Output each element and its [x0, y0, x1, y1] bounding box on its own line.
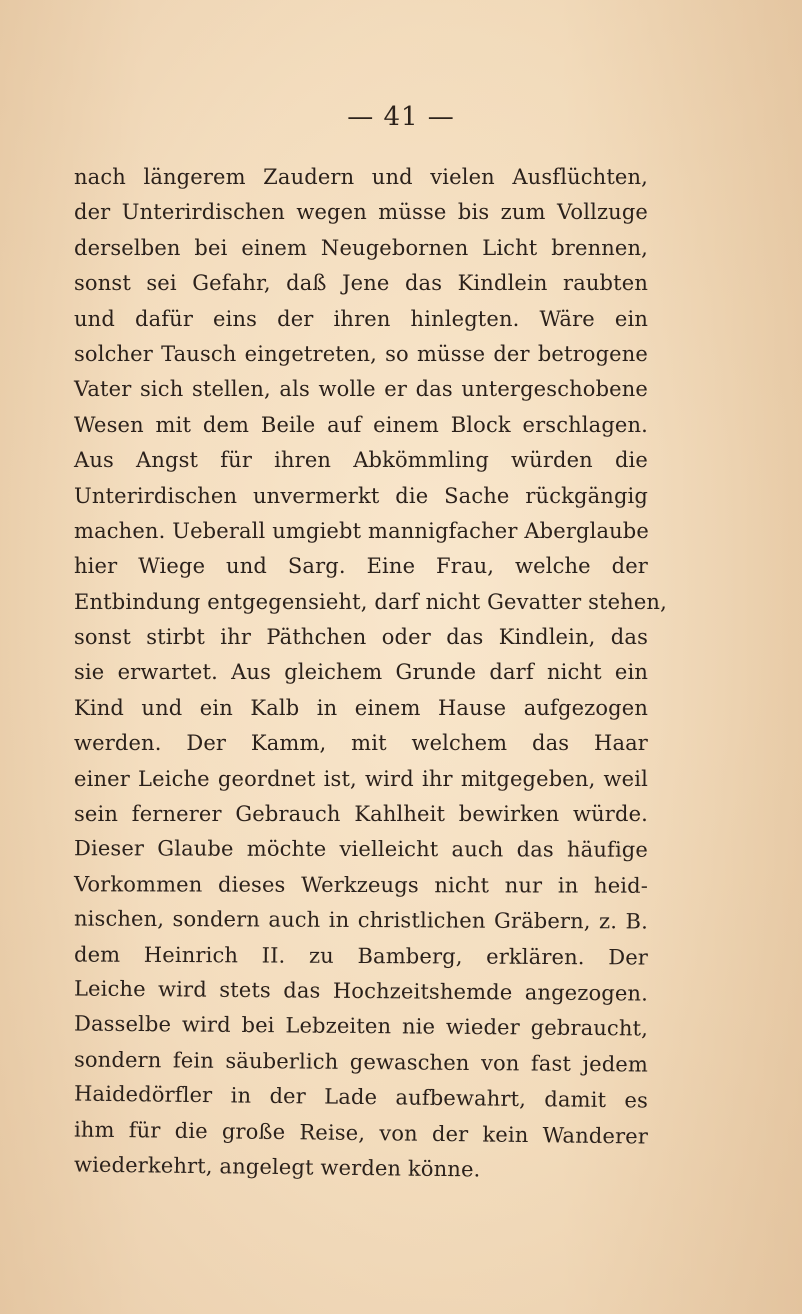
text-line: der Unterirdischen wegen müsse bis zum Vollzuge	[74, 200, 648, 225]
text-line: sein fernerer Gebrauch Kahlheit bewirken würde.	[74, 802, 648, 827]
text-line: sonst stirbt ihr Päthchen oder das Kindlein, das	[74, 625, 648, 650]
text-line: Leiche wird stets das Hochzeitshemde angezogen.	[73, 976, 649, 1006]
text-line: Vorkommen dieses Werkzeugs nicht nur in heid-	[73, 872, 649, 898]
text-line: Entbindung entgegensieht, darf nicht Gevatter stehen,	[74, 589, 667, 614]
text-line: sonst sei Gefahr, daß Jene das Kindlein raubten	[74, 271, 648, 296]
text-line: sie erwartet. Aus gleichem Grunde darf nicht ein	[74, 660, 648, 685]
text-line: wiederkehrt, angelegt werden könne.	[73, 1152, 481, 1182]
text-line: Wesen mit dem Beile auf einem Block erschlagen.	[74, 412, 648, 437]
text-line: derselben bei einem Neugebornen Licht brennen,	[74, 235, 648, 260]
text-line: Unterirdischen unvermerkt die Sache rückgängig	[74, 483, 648, 508]
text-line: machen. Ueberall umgiebt mannigfacher Aberglaube	[74, 518, 649, 543]
text-line: ihm für die große Reise, von der kein Wanderer	[73, 1117, 649, 1149]
text-line: dem Heinrich II. zu Bamberg, erklären. Der	[73, 942, 649, 970]
text-line: Kind und ein Kalb in einem Hause aufgezogen	[74, 695, 648, 720]
text-line: sondern fein säuberlich gewaschen von fast jedem	[73, 1047, 649, 1077]
text-line: Dasselbe wird bei Lebzeiten nie wieder gebraucht,	[73, 1011, 649, 1041]
text-line: Aus Angst für ihren Abkömmling würden die	[74, 448, 648, 473]
page-number: — 41 —	[347, 102, 455, 132]
text-line: werden. Der Kamm, mit welchem das Haar	[74, 731, 648, 756]
text-line: Vater sich stellen, als wolle er das untergeschobene	[74, 377, 648, 402]
text-line: Dieser Glaube möchte vielleicht auch das häufige	[73, 836, 649, 863]
text-line: Haidedörfler in der Lade aufbewahrt, damit es	[73, 1081, 649, 1113]
text-line: hier Wiege und Sarg. Eine Frau, welche der	[74, 554, 648, 579]
body-text	[73, 160, 667, 1186]
text-line: und dafür eins der ihren hinlegten. Wäre ein	[74, 306, 648, 331]
text-line: einer Leiche geordnet ist, wird ihr mitgegeben, weil	[74, 766, 648, 791]
text-line: solcher Tausch eingetreten, so müsse der betrogene	[74, 341, 648, 366]
text-line: nach längerem Zaudern und vielen Ausflüchten,	[74, 165, 648, 189]
text-line: nischen, sondern auch in christlichen Gräbern, z. B.	[73, 906, 649, 934]
